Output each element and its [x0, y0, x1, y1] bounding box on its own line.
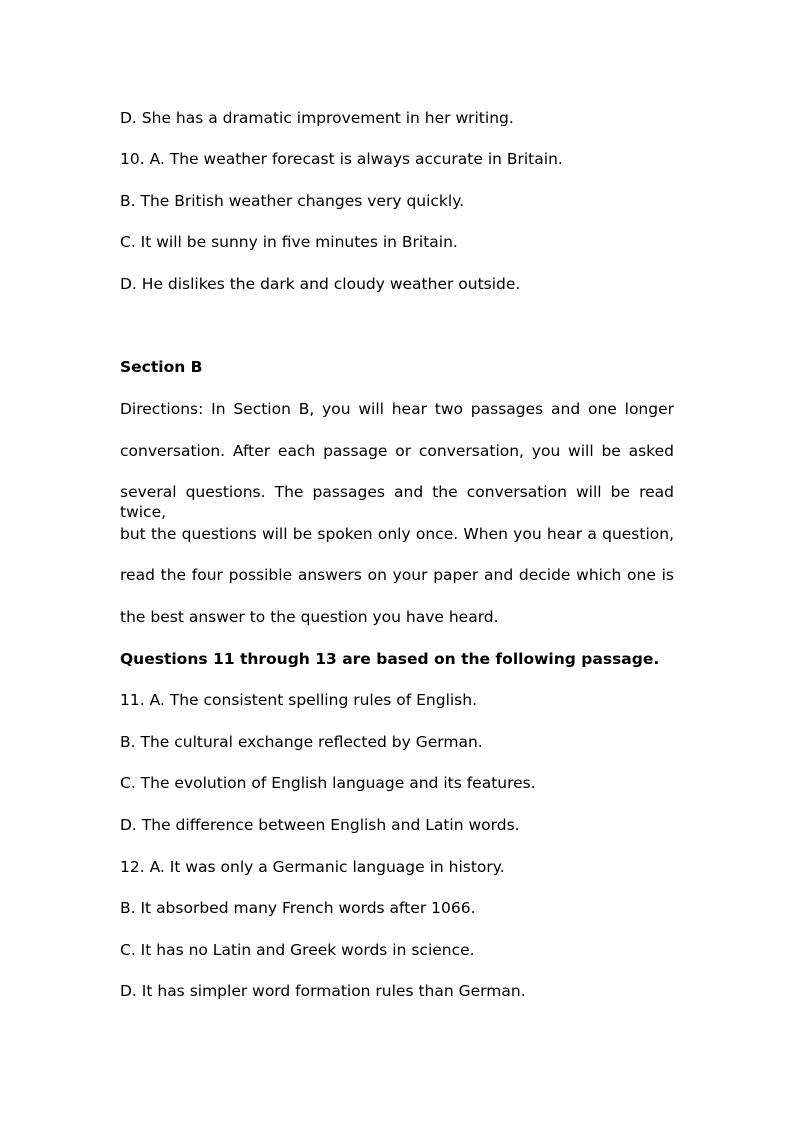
directions-line-5: read the four possible answers on your paper and decide which one is — [120, 566, 674, 584]
q11-option-c: C. The evolution of English language and its features. — [120, 774, 536, 792]
directions-line-3: several questions. The passages and the conversation will be read twice, — [120, 483, 674, 521]
q11-option-a: 11. A. The consistent spelling rules of English. — [120, 691, 478, 709]
passage-intro: Questions 11 through 13 are based on the following passage. — [120, 650, 660, 668]
q12-option-d: D. It has simpler word formation rules than German. — [120, 982, 526, 1000]
q12-option-a: 12. A. It was only a Germanic language in history. — [120, 858, 505, 876]
section-b-heading: Section B — [120, 358, 203, 376]
directions-line-2: conversation. After each passage or conversation, you will be asked — [120, 442, 674, 460]
q10-option-b: B. The British weather changes very quickly. — [120, 192, 465, 210]
q10-option-c: C. It will be sunny in five minutes in Britain. — [120, 233, 458, 251]
q10-option-a: 10. A. The weather forecast is always accurate in Britain. — [120, 150, 563, 168]
q11-option-d: D. The difference between English and Latin words. — [120, 816, 520, 834]
q11-option-b: B. The cultural exchange reflected by German. — [120, 733, 483, 751]
directions-line-6: the best answer to the question you have heard. — [120, 608, 499, 626]
q9-option-d: D. She has a dramatic improvement in her writing. — [120, 109, 514, 127]
q12-option-c: C. It has no Latin and Greek words in science. — [120, 941, 475, 959]
directions-line-1: Directions: In Section B, you will hear two passages and one longer — [120, 400, 674, 418]
directions-line-4: but the questions will be spoken only once. When you hear a question, — [120, 525, 674, 543]
q10-option-d: D. He dislikes the dark and cloudy weather outside. — [120, 275, 521, 293]
document-page — [120, 0, 674, 1123]
q12-option-b: B. It absorbed many French words after 1066. — [120, 899, 476, 917]
